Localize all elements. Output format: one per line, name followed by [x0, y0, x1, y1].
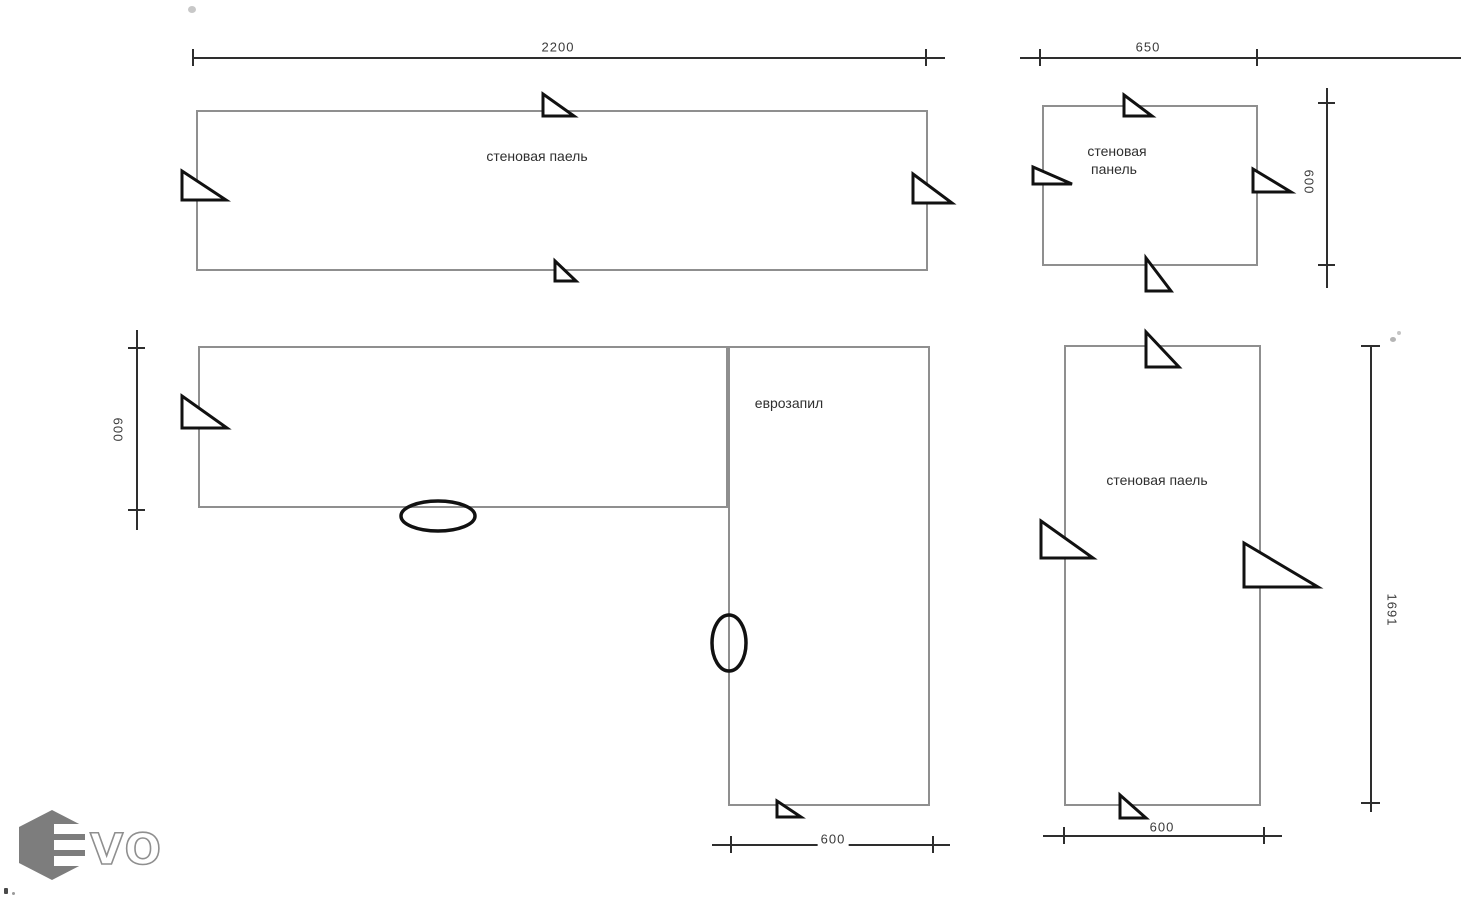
dim-p1-width-tick-left: [192, 49, 194, 66]
logo-letters: VO: [90, 825, 164, 875]
dim-p4-width-tick-right: [1263, 827, 1265, 844]
scan-speck: [1397, 331, 1401, 335]
dim-p4-width-tick-left: [1063, 827, 1065, 844]
dim-p2-height-line: [1326, 88, 1328, 288]
panel-2-label-line2: панель: [1091, 161, 1137, 177]
panel-3-left-oval-marker-icon: [710, 613, 748, 673]
dim-p2-width-tick-left: [1039, 49, 1041, 66]
dim-p3-leg-width-tick-right: [932, 836, 934, 853]
panel-4-bottom-edge-marker-icon: [1120, 795, 1146, 818]
dim-p1-width-tick-right: [925, 49, 927, 66]
panel-3-left-edge-marker-icon: [182, 396, 227, 428]
scan-speck: [12, 892, 15, 895]
dim-p2-width-tick-right: [1256, 49, 1258, 66]
panel-3-vertical-outline: [728, 346, 930, 806]
scan-speck: [4, 888, 8, 894]
dim-p1-width-line: [193, 57, 945, 59]
panel-2-outline: [1042, 105, 1258, 266]
panel-1-top-edge-marker-icon: [543, 94, 574, 116]
logo-e-bars-icon: [54, 824, 89, 866]
panel-3-horizontal-outline: [198, 346, 728, 508]
dim-p2-height-tick-top: [1318, 102, 1335, 104]
scan-speck: [188, 6, 196, 13]
panel-2-top-edge-marker-icon: [1124, 95, 1152, 116]
panel-1-label: стеновая паель: [486, 148, 588, 164]
panel-4-top-edge-marker-icon: [1146, 332, 1179, 367]
dim-p4-height-line: [1370, 346, 1372, 812]
dim-p4-height-tick-top: [1361, 345, 1380, 347]
dim-p4-height-label: 1691: [1384, 593, 1400, 627]
panel-1-left-edge-marker-icon: [182, 171, 226, 200]
dim-p2-width-label: 650: [1135, 39, 1161, 55]
panel-3-bottom-oval-marker-icon: [398, 499, 478, 533]
dim-p2-width-line: [1020, 57, 1461, 59]
panel-2-label-line1: стеновая: [1087, 143, 1147, 159]
panel-2-right-edge-marker-icon: [1253, 169, 1291, 192]
evo-logo: [15, 806, 185, 890]
panel-4-label: стеновая паель: [1106, 472, 1208, 488]
dim-p3-leg-width-label: 600: [818, 832, 849, 847]
panel-4-outline: [1064, 345, 1261, 806]
dim-p4-width-label: 600: [1149, 819, 1175, 835]
dim-p4-height-tick-bottom: [1361, 802, 1380, 804]
dim-p3-height-tick-top: [128, 347, 145, 349]
panel-2-bottom-edge-marker-icon: [1146, 258, 1171, 291]
panel-2-left-edge-marker-icon: [1033, 167, 1072, 184]
panel-3-bottom-edge-marker-icon: [777, 801, 801, 817]
panel-1-outline: [196, 110, 928, 271]
panel-4-left-edge-marker-icon: [1041, 521, 1093, 558]
dim-p1-width-label: 2200: [541, 39, 575, 55]
dim-p3-height-tick-bottom: [128, 509, 145, 511]
panel-4-right-edge-marker-icon: [1244, 543, 1318, 587]
dim-p4-width-line: [1043, 835, 1282, 837]
dim-p2-height-label: 600: [1301, 169, 1317, 195]
panel-1-right-edge-marker-icon: [913, 174, 952, 203]
dim-p2-height-tick-bottom: [1318, 264, 1335, 266]
dim-p3-leg-width-tick-left: [730, 836, 732, 853]
dim-p3-height-line: [136, 330, 138, 530]
panel-3-label: еврозапил: [754, 395, 824, 411]
dim-p3-height-label: 600: [110, 417, 126, 443]
scan-speck: [1390, 337, 1396, 342]
panel-1-bottom-edge-marker-icon: [555, 261, 576, 281]
